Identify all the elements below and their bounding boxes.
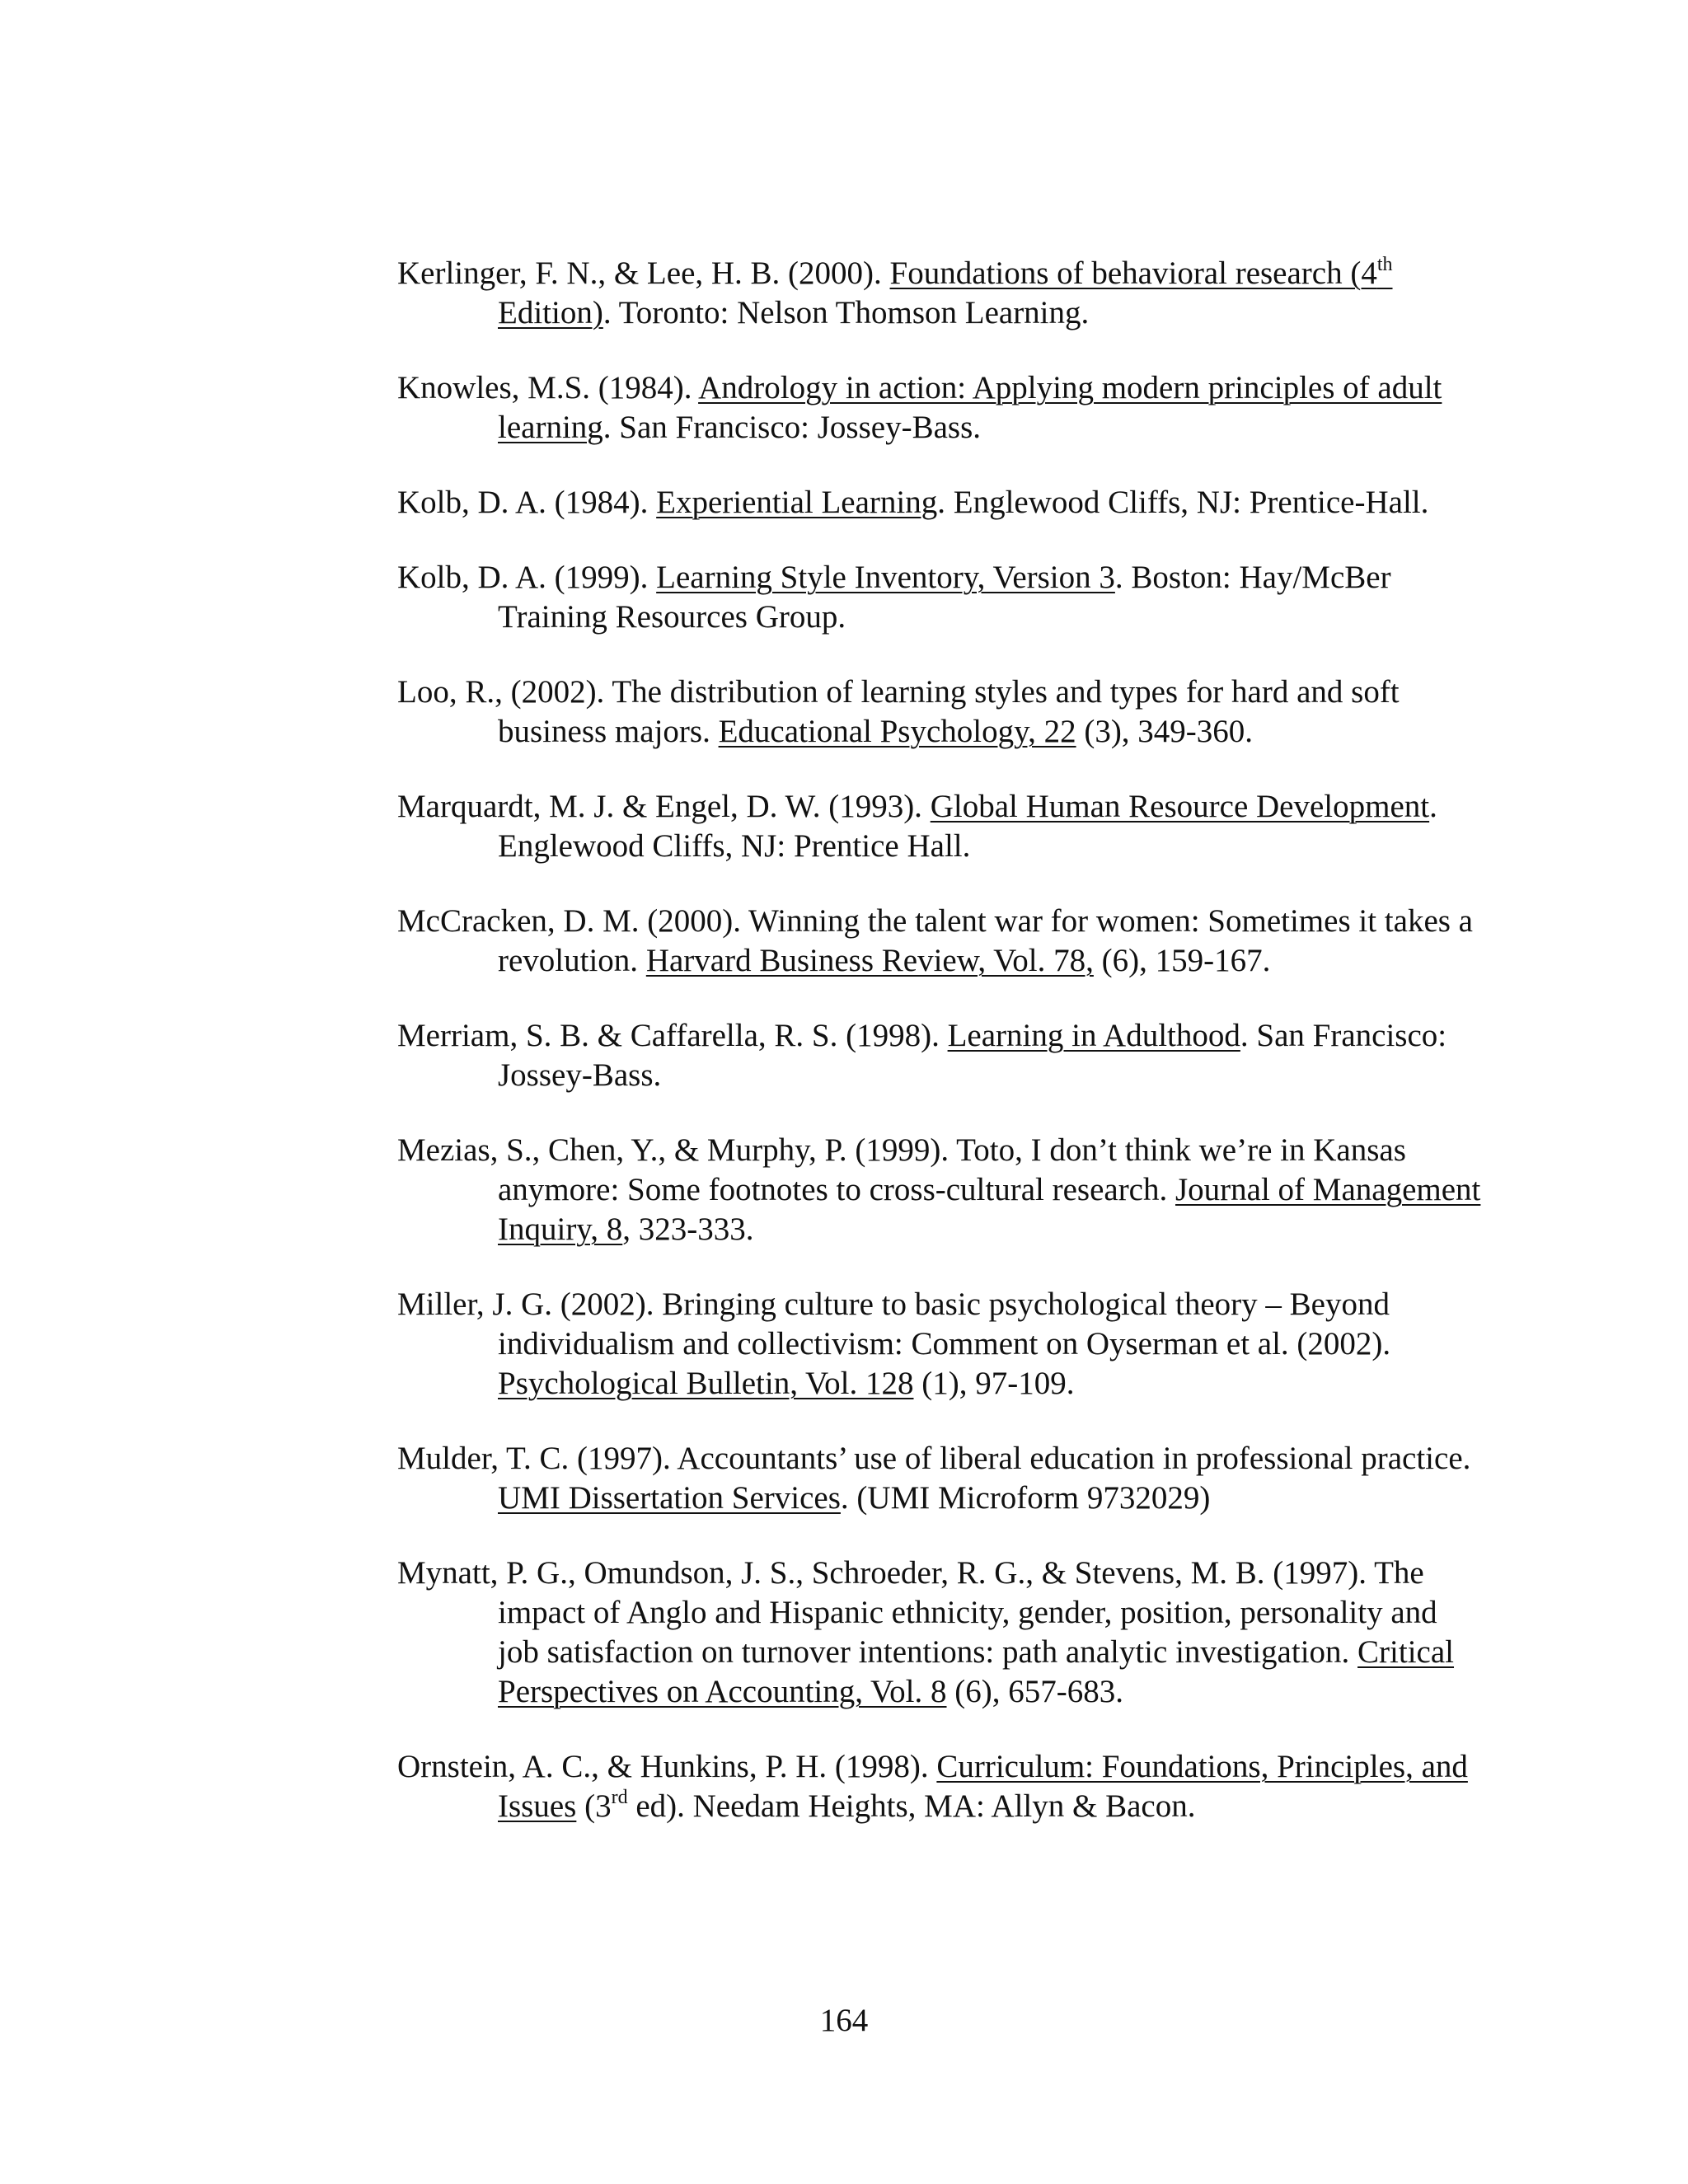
reference-list <box>397 254 1485 1862</box>
reference-title: Learning Style Inventory, Version 3 <box>656 560 1115 595</box>
reference-title: Foundations of behavioral research (4 <box>889 255 1377 291</box>
reference-publication-info: . Toronto: Nelson Thomson Learning. <box>603 295 1090 330</box>
reference-entry <box>397 673 1485 752</box>
reference-entry <box>397 254 1485 333</box>
reference-entry <box>397 483 1485 523</box>
reference-publication-info: (1), 97-109. <box>913 1366 1075 1401</box>
reference-source: UMI Dissertation Services <box>498 1480 841 1516</box>
reference-title-superscript: th <box>1376 254 1393 275</box>
reference-authors: Knowles, M.S. (1984). <box>397 370 699 405</box>
reference-publication-info: (3), 349-360. <box>1076 714 1254 749</box>
reference-authors: Loo, R., (2002). The distribution of learning styles and types for hard and soft business majors. <box>397 674 1400 749</box>
reference-publication-info: . Englewood Cliffs, NJ: Prentice-Hall. <box>937 485 1429 520</box>
reference-publication-info: (6), 159-167. <box>1093 943 1271 978</box>
reference-title: Global Human Resource Development <box>930 789 1430 824</box>
reference-title: Curriculum: Foundations, Principles, and Issues <box>498 1749 1468 1824</box>
reference-entry <box>397 1439 1485 1518</box>
reference-title: Andrology in action: Applying modern principles of adult learning <box>498 370 1442 445</box>
reference-authors: Mynatt, P. G., Omundson, J. S., Schroeder, R. G., & Stevens, M. B. (1997). The impact of Anglo and Hispanic ethnicity, gender, position, personality and job satisfaction on turnover intentions: path analytic investigation. <box>397 1555 1437 1670</box>
reference-authors: Merriam, S. B. & Caffarella, R. S. (1998). <box>397 1018 948 1053</box>
reference-entry <box>397 1016 1485 1095</box>
reference-publication-info: . San Francisco: Jossey-Bass. <box>498 1018 1447 1093</box>
reference-entry <box>397 1747 1485 1826</box>
reference-entry <box>397 902 1485 981</box>
reference-authors: McCracken, D. M. (2000). Winning the talent war for women: Sometimes it takes a revolution. <box>397 903 1473 978</box>
reference-entry <box>397 1554 1485 1712</box>
reference-entry <box>397 1131 1485 1249</box>
reference-journal: Psychological Bulletin, Vol. 128 <box>498 1366 914 1401</box>
reference-publication-info: , 323-333. <box>622 1212 754 1247</box>
reference-entry <box>397 787 1485 866</box>
reference-title-continued: Edition) <box>498 295 603 330</box>
reference-entry <box>397 1285 1485 1404</box>
reference-journal: Critical Perspectives on Accounting, Vol. 8 <box>498 1634 1455 1709</box>
reference-journal: Harvard Business Review, Vol. 78, <box>645 943 1094 978</box>
reference-authors: Marquardt, M. J. & Engel, D. W. (1993). <box>397 789 931 824</box>
reference-journal: Journal of Management Inquiry, 8 <box>498 1172 1481 1247</box>
reference-journal: Educational Psychology, 22 <box>718 714 1076 749</box>
reference-publication-info: (6), 657-683. <box>946 1674 1123 1709</box>
reference-title: Learning in Adulthood <box>947 1018 1240 1053</box>
reference-authors: Kerlinger, F. N., & Lee, H. B. (2000). <box>397 255 890 291</box>
reference-entry <box>397 558 1485 637</box>
reference-authors: Ornstein, A. C., & Hunkins, P. H. (1998). <box>397 1749 937 1784</box>
reference-authors: Mulder, T. C. (1997). Accountants’ use of liberal education in professional practice. <box>397 1441 1471 1476</box>
reference-publication-info: . (UMI Microform 9732029) <box>840 1480 1211 1516</box>
reference-edition-superscript: rd <box>611 1787 628 1808</box>
reference-authors: Mezias, S., Chen, Y., & Murphy, P. (1999). Toto, I don’t think we’re in Kansas anymore: Some footnotes to cross-cultural research. <box>397 1132 1406 1207</box>
reference-title: Experiential Learning <box>656 485 938 520</box>
reference-publication-info: ed). Needam Heights, MA: Allyn & Bacon. <box>627 1788 1196 1824</box>
reference-edition-open: (3 <box>576 1788 612 1824</box>
reference-authors: Kolb, D. A. (1984). <box>397 485 657 520</box>
reference-publication-info: . San Francisco: Jossey-Bass. <box>603 410 981 445</box>
reference-authors: Kolb, D. A. (1999). <box>397 560 657 595</box>
reference-authors: Miller, J. G. (2002). Bringing culture to basic psychological theory – Beyond individualism and collectivism: Comment on Oyserman et al. (2002). <box>397 1286 1391 1361</box>
reference-publication-info: . Boston: Hay/McBer Training Resources Group. <box>498 560 1391 635</box>
reference-publication-info: . Englewood Cliffs, NJ: Prentice Hall. <box>498 789 1437 864</box>
reference-entry <box>397 368 1485 448</box>
page-number: 164 <box>819 2003 869 2038</box>
